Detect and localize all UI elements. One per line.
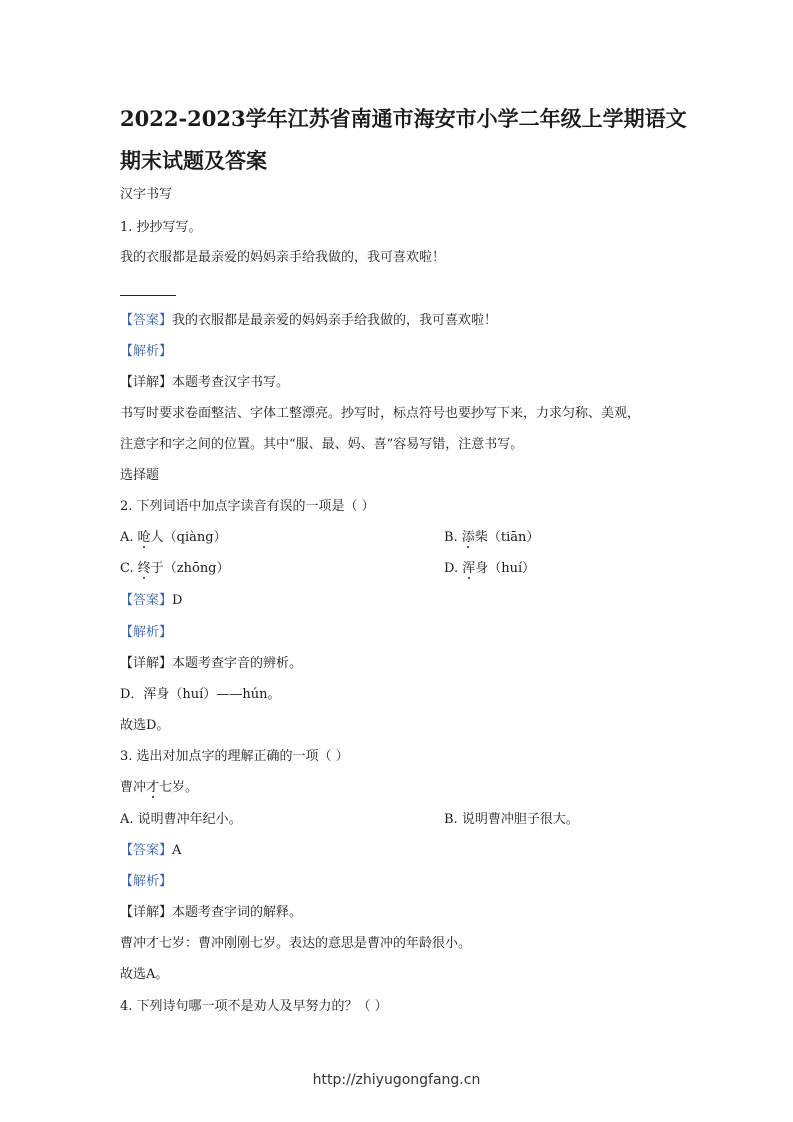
section-heading: 选择题 — [120, 468, 160, 483]
option-label: A. — [120, 530, 138, 545]
option-label: C. — [120, 561, 138, 576]
q3-analysis-tag: 【解析】 — [120, 874, 173, 889]
option-text: 人（qiàng） — [150, 530, 227, 545]
sentence-text: 曹冲 — [120, 780, 147, 795]
q1-explain-1: 书写时要求卷面整洁、字体工整漂亮。抄写时，标点符号也要抄写下来，力求匀称、美观， — [120, 406, 641, 421]
q2-option-a — [120, 531, 227, 544]
dotted-char: 才 — [146, 780, 160, 795]
q2-conclusion: 故选D。 — [120, 718, 170, 733]
q1-answer — [120, 314, 497, 327]
option-text: 柴（tiān） — [474, 530, 540, 545]
q2-detail: 【详解】本题考查字音的辨析。 — [120, 656, 303, 671]
q3-option-a: A. 说明曹冲年纪小。 — [120, 812, 242, 827]
answer-tag: 【答案】 — [120, 313, 173, 328]
q1-explain-2: 注意字和字之间的位置。其中“服、最、妈、喜”容易写错，注意书写。 — [120, 437, 524, 452]
footer-url[interactable]: http://zhiyugongfang.cn — [312, 1072, 481, 1088]
q1-stem: 1. 抄抄写写。 — [120, 220, 202, 235]
answer-text: 我的衣服都是最亲爱的妈妈亲手给我做的，我可喜欢啦！ — [172, 313, 498, 328]
q1-text: 我的衣服都是最亲爱的妈妈亲手给我做的，我可喜欢啦！ — [120, 250, 446, 265]
q3-explain-1: 曹冲才七岁：曹冲刚刚七岁。表达的意思是曹冲的年龄很小。 — [120, 936, 472, 951]
option-label: D. — [444, 561, 463, 576]
q1-analysis-tag: 【解析】 — [120, 344, 173, 359]
q3-sentence — [120, 781, 198, 794]
q2-option-d — [444, 562, 535, 575]
sentence-text: 七岁。 — [159, 780, 199, 795]
q3-conclusion: 故选A。 — [120, 967, 169, 982]
q1-detail: 【详解】本题考查汉字书写。 — [120, 375, 290, 390]
q3-detail: 【详解】本题考查字词的解释。 — [120, 905, 303, 920]
answer-text: A — [172, 843, 182, 858]
dotted-char: 添 — [461, 530, 475, 545]
q2-option-b — [444, 531, 539, 544]
q3-option-b: B. 说明曹冲胆子很大。 — [444, 812, 579, 827]
answer-blank-line — [120, 295, 176, 296]
q2-explain-1: D．浑身（huí）——hún。 — [120, 687, 281, 702]
doc-title-line1: 2022-2023学年江苏省南通市海安市小学二年级上学期语文 — [120, 106, 687, 131]
answer-tag: 【答案】 — [120, 593, 173, 608]
q2-answer — [120, 594, 182, 607]
dotted-char: 终 — [137, 561, 151, 576]
q3-answer — [120, 844, 181, 857]
q2-option-c — [120, 562, 230, 575]
dotted-char: 呛 — [137, 530, 151, 545]
doc-title-line2: 期末试题及答案 — [120, 148, 267, 173]
dotted-char: 浑 — [462, 561, 476, 576]
section-heading: 汉字书写 — [120, 187, 173, 202]
q2-stem: 2. 下列词语中加点字读音有误的一项是（ ） — [120, 499, 375, 514]
option-text: 于（zhōng） — [150, 561, 230, 576]
answer-tag: 【答案】 — [120, 843, 173, 858]
option-text: 身（huí） — [475, 561, 536, 576]
q2-analysis-tag: 【解析】 — [120, 625, 173, 640]
answer-text: D — [172, 593, 183, 608]
q4-stem: 4. 下列诗句哪一项不是劝人及早努力的？（ ） — [120, 999, 388, 1014]
q3-stem: 3. 选出对加点字的理解正确的一项（ ） — [120, 749, 349, 764]
option-label: B. — [444, 530, 462, 545]
